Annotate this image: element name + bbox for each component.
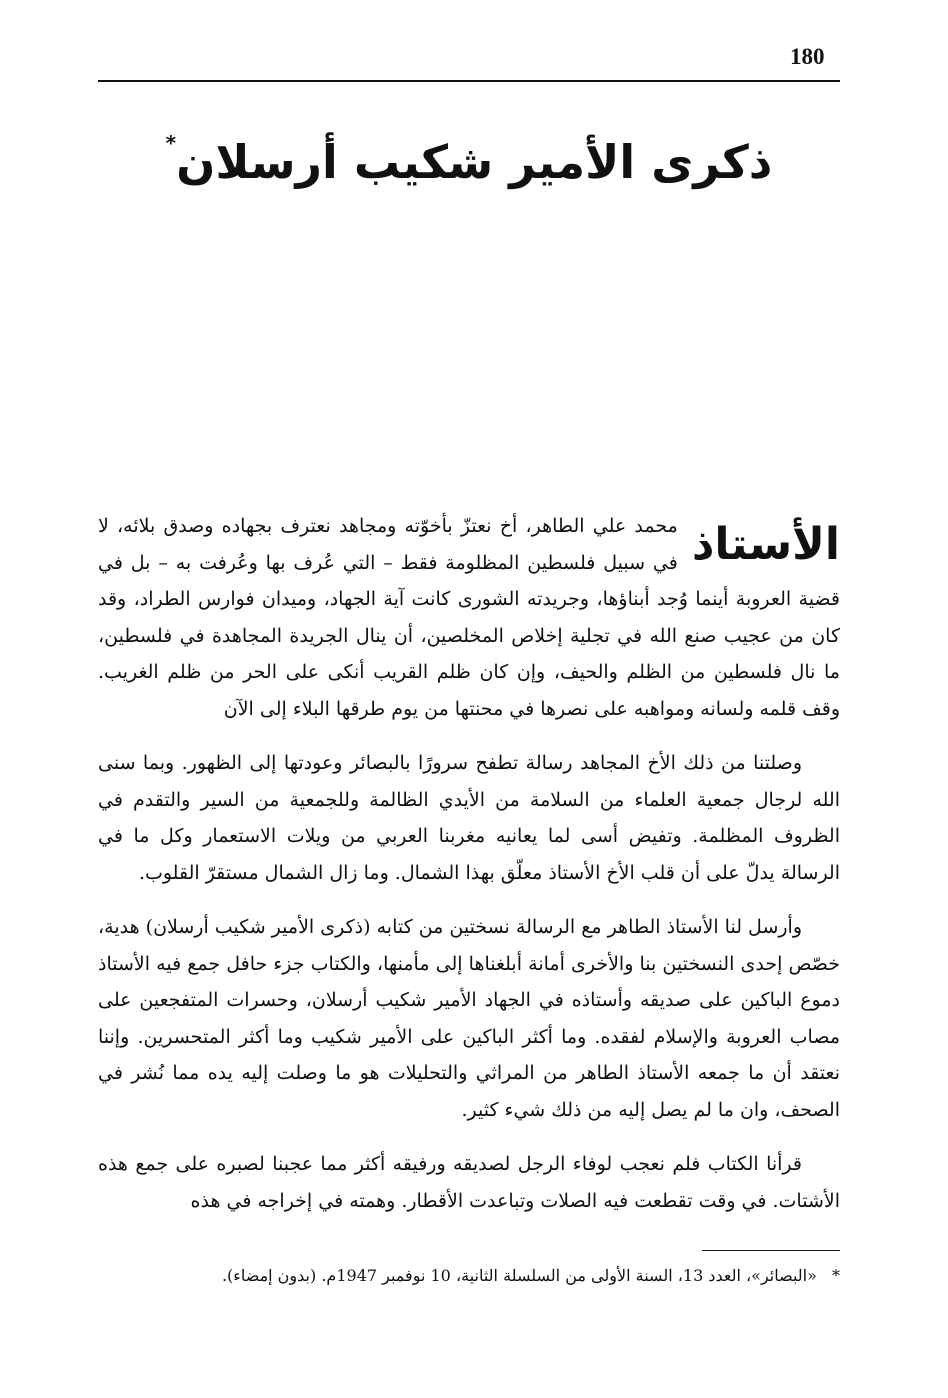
drop-word: الأستاذ	[691, 519, 840, 570]
footnote-text: «البصائر»، العدد 13، السنة الأولى من السلسلة الثانية، 10 نوفمبر 1947م. (بدون إمضاء).	[221, 1266, 817, 1285]
paragraph-4: قرأنا الكتاب فلم نعجب لوفاء الرجل لصديقه ورفيقه أكثر مما عجبنا لصبره على جمع هذه الأشتات. في وقت تقطعت فيه الصلات وتباعدت الأقطار. وهمته في إخراجه في هذه	[98, 1153, 840, 1212]
article-title	[98, 108, 840, 197]
page-number: 180	[790, 44, 825, 69]
title-text: ذكرى الأمير شكيب أرسلان	[176, 135, 773, 189]
paragraph-2: وصلتنا من ذلك الأخ المجاهد رسالة تطفح سرورًا بالبصائر وعودتها إلى الظهور. وبما سنى الله لرجال جمعية العلماء من السلامة من الأيدي الظالمة وللجمعية من السير والتقدم في الظروف المظلمة. وتفيض أسى لما يعانيه مغربنا العربي من ويلات الاستعمار وكل ما في الرسالة يدلّ على أن قلب الأخ الأستاذ معلّق بهذا الشمال. وما زال الشمال مستقرّ القلوب.	[98, 752, 840, 884]
footnote-marker: *	[832, 1266, 840, 1285]
header-rule	[98, 80, 840, 82]
footnote	[98, 1263, 840, 1289]
paragraph-3: وأرسل لنا الأستاذ الطاهر مع الرسالة نسختين من كتابه (ذكرى الأمير شكيب أرسلان) هدية، خصّص إحدى النسختين بنا والأخرى أمانة أبلغناها إلى مأمنها، والكتاب جزء حافل جمع فيه الأستاذ دموع الباكين على صديقه وأستاذه في الجهاد الأمير شكيب أرسلان، وحسرات المتفجعين على مصاب العروبة والإسلام لفقده. وما أكثر الباكين على الأمير شكيب وما أكثر المتحسرين. وإننا نعتقد أن ما جمعه الأستاذ الطاهر من المراثي والتحليلات هو ما وصلت إليه يده مما نُشر في الصحف، وان ما لم يصل إليه من ذلك شيء كثير.	[98, 916, 840, 1121]
paragraph-1-text: محمد علي الطاهر، أخ نعتزّ بأخوّته ومجاهد نعترف بجهاده وصدق بلائه، لا في سبيل فلسطين المظلومة فقط – التي عُرف بها وعُرفت به – بل في قضية العروبة أينما وُجد أبناؤها، وجريدته الشورى كانت آية الجهاد، وميدان فوارس الطراد، وقد كان من عجيب صنع الله في تجلية إخلاص المخلصين، أن ينال الجريدة المجاهدة في فلسطين، ما نال فلسطين من الظلم والحيف، وإن كان ظلم القريب أنكى على الحر من ظلم الغريب. وقف قلمه ولسانه ومواهبه على نصرها في محنتها من يوم طرقها البلاء إلى الآن	[98, 515, 840, 720]
footnote-rule	[702, 1250, 840, 1251]
title-footnote-marker: *	[165, 131, 177, 155]
paragraph-1	[98, 508, 840, 727]
article-body	[98, 508, 840, 1219]
